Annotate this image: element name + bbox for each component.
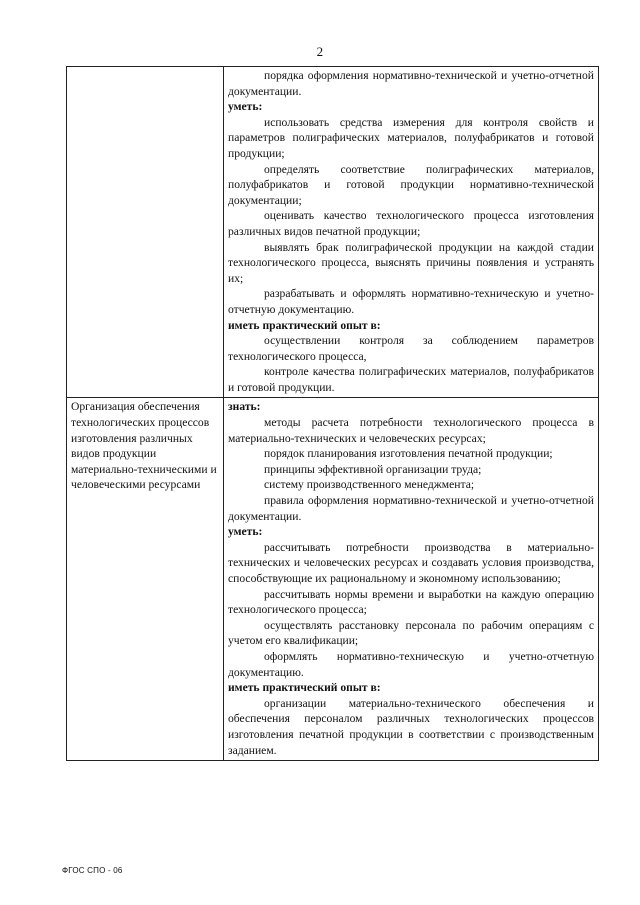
requirement-item: порядка оформления нормативно-технической и учетно-отчетной документации.: [228, 69, 594, 98]
section-label-umet: уметь:: [228, 525, 263, 539]
requirement-item: рассчитывать нормы времени и выработки на каждую операцию технологического процесса;: [228, 587, 594, 617]
requirement-item: оформлять нормативно-техническую и учетно-отчетную документацию.: [228, 649, 594, 679]
requirement-item: порядок планирования изготовления печатной продукции;: [264, 447, 553, 461]
requirements-cell: [224, 67, 598, 397]
requirement-item: оценивать качество технологического процесса изготовления различных видов печатной продукции;: [228, 209, 594, 238]
section-label-practice: иметь практический опыт в:: [228, 318, 381, 332]
requirement-item: осуществлять расстановку персонала по рабочим операциям с учетом его квалификации;: [228, 618, 594, 648]
requirement-item: выявлять брак полиграфической продукции на каждой стадии технологического процесса, выяснять причины появления и устранять их;: [228, 240, 594, 285]
requirement-item: осуществлении контроля за соблюдением параметров технологического процесса,: [228, 334, 594, 363]
activity-cell: Организация обеспечения технологических процессов изготовления различных видов продукции материально-техническими и человеческими ресурсами: [67, 398, 224, 760]
requirement-item: принципы эффективной организации труда;: [264, 462, 482, 476]
requirement-item: организации материально-технического обеспечения и обеспечения персоналом различных технологических процессов изготовления печатной продукции в соответствии с производственным заданием.: [228, 696, 594, 757]
footer-code: ФГОС СПО - 06: [62, 866, 123, 875]
table-row: [67, 397, 598, 760]
section-label-practice: иметь практический опыт в:: [228, 681, 381, 695]
section-label-znat: знать:: [228, 400, 261, 414]
requirement-item: методы расчета потребности технологического процесса в материально-технических и человеческих ресурсах;: [228, 416, 594, 445]
requirement-item: рассчитывать потребности производства в материально-технических и человеческих ресурсах и создавать условия производства, способствующие их рациональному и экономному использованию;: [228, 540, 594, 585]
requirement-item: определять соответствие полиграфических материалов, полуфабрикатов и готовой продукции нормативно-технической документации;: [228, 162, 594, 207]
requirement-item: контроле качества полиграфических материалов, полуфабрикатов и готовой продукции.: [228, 365, 594, 394]
requirement-item: разрабатывать и оформлять нормативно-техническую и учетно-отчетную документацию.: [228, 287, 594, 316]
table-row: [67, 67, 598, 397]
section-label-umet: уметь:: [228, 100, 263, 114]
competency-table: [66, 66, 599, 761]
requirement-item: правила оформления нормативно-технической и учетно-отчетной документации.: [228, 494, 594, 523]
requirements-cell: [224, 398, 598, 760]
page-number: 2: [316, 44, 324, 59]
activity-cell: [67, 67, 224, 397]
requirement-item: использовать средства измерения для контроля свойств и параметров полиграфических материалов, полуфабрикатов и готовой продукции;: [228, 115, 594, 160]
requirement-item: систему производственного менеджмента;: [264, 478, 475, 492]
